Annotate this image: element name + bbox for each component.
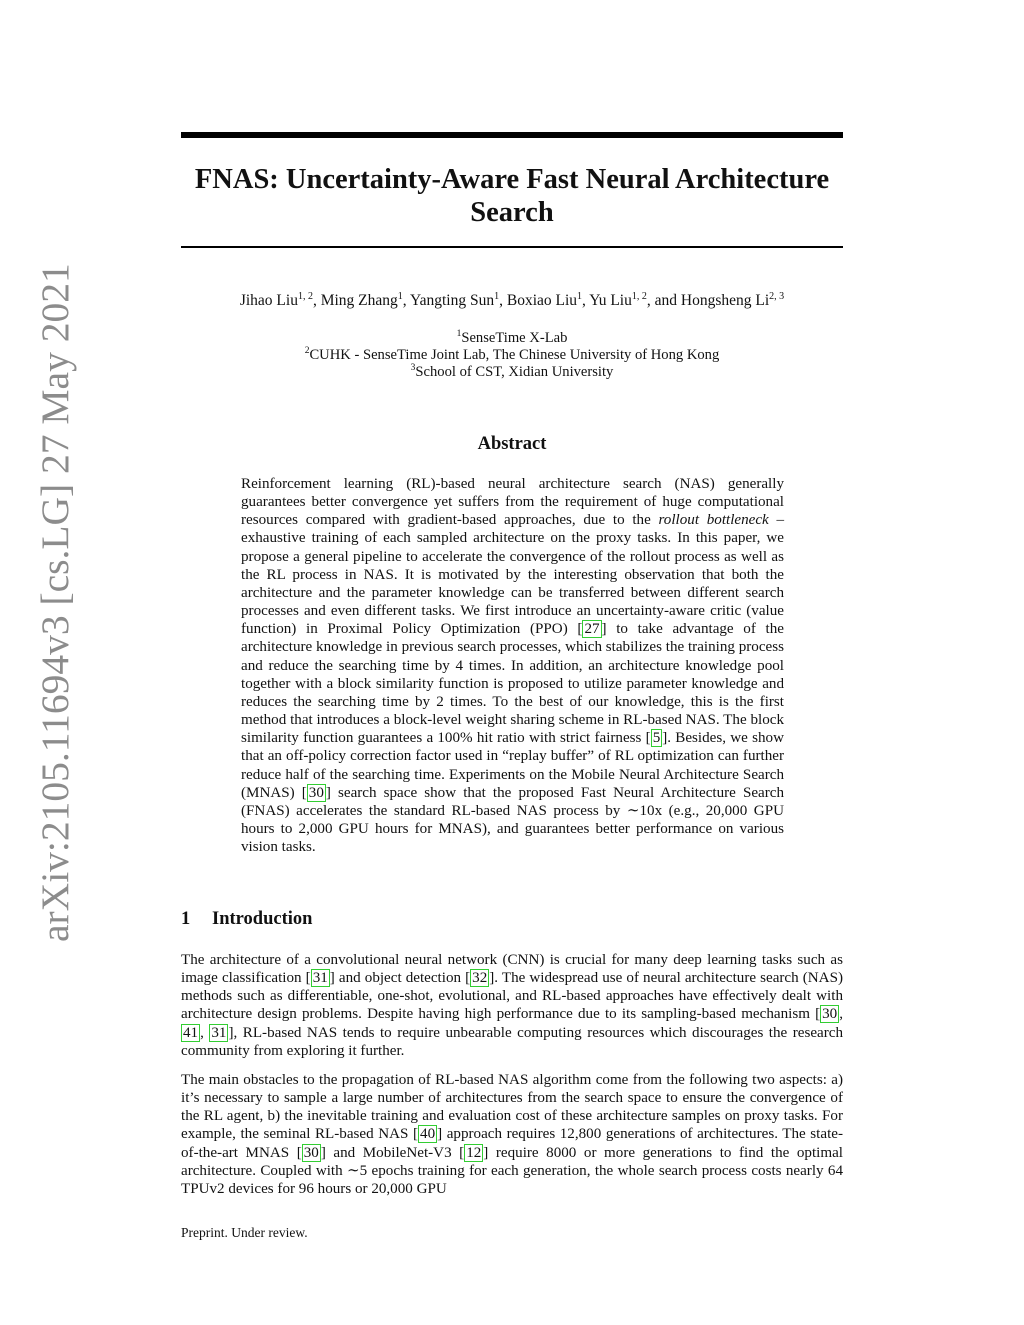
- arxiv-stamp: arXiv:2105.11694v3 [cs.LG] 27 May 2021: [33, 263, 77, 942]
- intro-paragraph-1: [181, 951, 843, 1060]
- citation-link[interactable]: 30: [303, 1144, 319, 1161]
- body-text: ]. The widespread use of neural architecture search (NAS) methods such as differentiable, one-shot, evolutional, and RL-based approaches have effectively dealt with architecture design problems. Despite having high performance due to its sampling-based mechanism [: [181, 970, 844, 1023]
- body-text: ] approach requires 12,800 generations of architectures. The state-of-the-art MNAS [: [181, 1126, 843, 1161]
- author-separator: ,: [402, 292, 410, 309]
- author-affiliation-mark: 1, 2: [631, 291, 647, 302]
- body-text: ] and object detection [: [329, 970, 471, 987]
- section-heading: [181, 909, 312, 930]
- affiliation: [181, 330, 843, 347]
- affiliation: [181, 347, 843, 364]
- abstract-text: – exhaustive training of each sampled architecture on the proxy tasks. In this paper, we propose a general pipeline to accelerate the convergence of the rollout process as well as the RL process in NAS. It is motivated by the interesting observation that both the architecture and the parameter knowledge can be transferred between different search processes and even different tasks. We first introduce an uncertainty-aware critic (value function) in Proximal Policy Optimization (PPO) [: [241, 512, 785, 638]
- abstract-heading: Abstract: [477, 434, 547, 454]
- affiliation: [181, 364, 843, 381]
- affiliation-mark: 1: [456, 329, 462, 339]
- abstract-text: ] to take advantage of the architecture knowledge in previous search processes, which stabilizes the training process and reduce the searching time by 4 times. In addition, an architecture knowledge pool together with a block similarity function is proposed to utilize parameter knowledge and reduces the searching time by 2 times. To the best of our knowledge, this is the first method that introduces a block-level weight sharing scheme in RL-based NAS. The block similarity function guarantees a 100% hit ratio with strict fairness [: [241, 621, 784, 747]
- abstract-emphasis: rollout bottleneck: [658, 512, 769, 529]
- citation-link[interactable]: 12: [466, 1144, 482, 1161]
- author-list: [150, 291, 874, 311]
- abstract-text: Reinforcement learning (RL)-based neural architecture search (NAS) generally guarantees better convergence yet suffers from the requirement of huge computational resources compared with gradient-based approaches, due to the: [241, 476, 784, 529]
- title-line-1: FNAS: Uncertainty-Aware Fast Neural Architecture: [194, 164, 830, 195]
- author-affiliation-mark: 1: [494, 291, 500, 302]
- body-text: The architecture of a convolutional neural network (CNN) is crucial for many deep learning tasks such as image classification [: [181, 952, 843, 987]
- affiliation-mark: 2: [304, 346, 310, 356]
- citation-link[interactable]: 41: [183, 1024, 199, 1041]
- affiliation-list: [181, 330, 843, 381]
- affiliation-mark: 3: [410, 363, 416, 373]
- author-affiliation-mark: 1, 2: [297, 291, 313, 302]
- author-name: Ming Zhang: [320, 292, 398, 309]
- abstract-text: ]. Besides, we show that an off-policy correction factor used in “replay buffer” of RL optimization can further reduce half of the searching time. Experiments on the Mobile Neural Architecture Search (MNAS) [: [241, 730, 784, 801]
- body-text: ,: [200, 1024, 210, 1041]
- author-separator: ,: [312, 292, 321, 309]
- affiliation-text: School of CST, Xidian University: [415, 364, 614, 380]
- author-separator: , and: [646, 292, 681, 309]
- author-name: Hongsheng Li: [680, 292, 770, 309]
- citation-link[interactable]: 31: [312, 970, 328, 987]
- title-top-rule: [181, 132, 843, 138]
- author-separator: ,: [582, 292, 590, 309]
- title-bottom-rule: [181, 246, 843, 248]
- citation-link[interactable]: 32: [472, 970, 488, 987]
- author-affiliation-mark: 1: [577, 291, 583, 302]
- citation-link[interactable]: 30: [822, 1006, 838, 1023]
- body-text: ] and MobileNet-V3 [: [320, 1144, 465, 1161]
- author-name: Yangting Sun: [409, 292, 495, 309]
- author-separator: ,: [499, 292, 507, 309]
- author-affiliation-mark: 2, 3: [769, 291, 785, 302]
- affiliation-text: CUHK - SenseTime Joint Lab, The Chinese University of Hong Kong: [309, 347, 720, 363]
- citation-link[interactable]: 31: [211, 1024, 227, 1041]
- section-title: Introduction: [212, 909, 313, 929]
- abstract-text: ] search space show that the proposed Fast Neural Architecture Search (FNAS) accelerates the standard RL-based NAS process by ∼10x (e.g., 20,000 GPU hours to 2,000 GPU hours for MNAS), and guarantees better performance on various vision tasks.: [241, 784, 785, 856]
- body-text: ] require 8000 or more generations to find the optimal architecture. Coupled with ∼5 epochs training for each generation, the whole search process costs nearly 64 TPUv2 devices for 96 hours or 20,000 GPU: [181, 1144, 843, 1197]
- author-name: Jihao Liu: [239, 292, 298, 309]
- intro-paragraph-2: [181, 1071, 843, 1198]
- citation-link[interactable]: 40: [420, 1126, 436, 1143]
- abstract-body: [241, 475, 784, 856]
- paper-title: [181, 163, 843, 229]
- author-name: Yu Liu: [589, 292, 632, 309]
- title-line-2: Search: [470, 197, 554, 228]
- body-text: ,: [839, 1006, 843, 1023]
- section-number: 1: [181, 909, 191, 929]
- body-text: ], RL-based NAS tends to require unbearable computing resources which discourages the research community from exploring it further.: [181, 1024, 844, 1059]
- citation-link[interactable]: 27: [584, 621, 600, 638]
- author-name: Boxiao Liu: [506, 292, 578, 309]
- citation-link[interactable]: 5: [652, 730, 661, 747]
- citation-link[interactable]: 30: [308, 784, 324, 801]
- footer-note: Preprint. Under review.: [181, 1225, 308, 1240]
- affiliation-text: SenseTime X-Lab: [461, 330, 568, 346]
- body-text: The main obstacles to the propagation of RL-based NAS algorithm come from the following two aspects: a) it’s necessary to sample a large number of architectures from the search space to ensure the convergence of the RL agent, b) the inevitable training and evaluation cost of these architecture samples on proxy tasks. For example, the seminal RL-based NAS [: [181, 1072, 843, 1143]
- author-affiliation-mark: 1: [397, 291, 403, 302]
